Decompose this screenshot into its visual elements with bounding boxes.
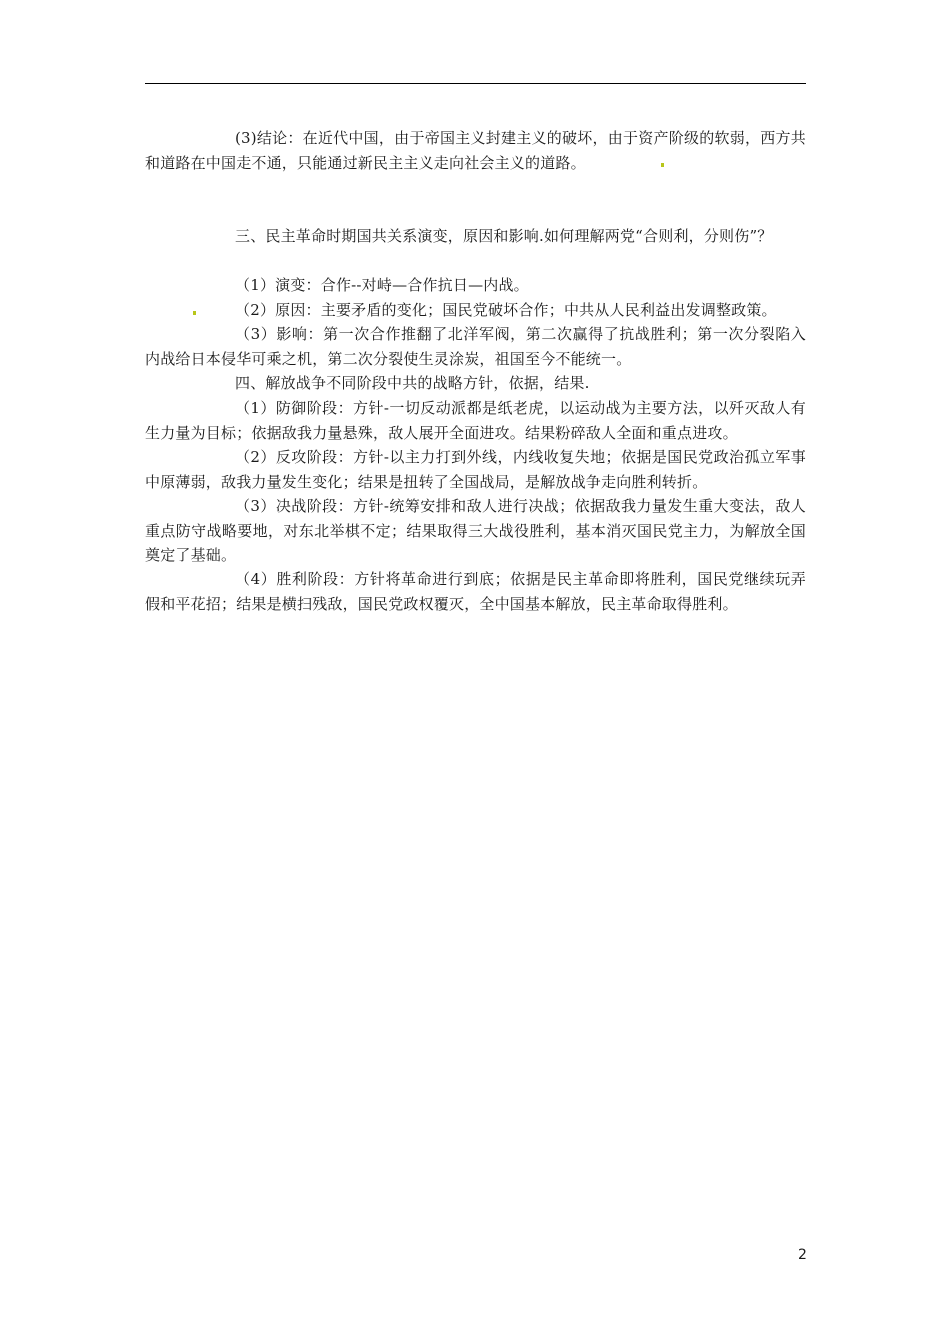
paragraph-decisive-stage: （3）决战阶段：方针-统筹安排和敌人进行决战；依据敌我力量发生重大变法，敌人重点防守战略要地，对东北举棋不定；结果取得三大战役胜利，基本消灭国民党主力，为解放全国奠定了基础。 xyxy=(145,497,806,564)
heading-section-three: 三、民主革命时期国共关系演变，原因和影响.如何理解两党“合则利，分则伤”？ xyxy=(235,227,773,245)
paragraph-evolution: （1）演变：合作--对峙—合作抗日—内战。 xyxy=(235,276,529,294)
paragraph-victory-stage: （4）胜利阶段：方针将革命进行到底；依据是民主革命即将胜利，国民党继续玩弄假和平花招；结果是横扫残敌，国民党政权覆灭，全中国基本解放，民主革命取得胜利。 xyxy=(145,570,806,613)
stray-mark xyxy=(661,163,664,167)
paragraph-causes: （2）原因：主要矛盾的变化；国民党破坏合作；中共从人民利益出发调整政策。 xyxy=(235,301,777,319)
heading-section-four: 四、解放战争不同阶段中共的战略方针，依据，结果. xyxy=(235,374,590,392)
header-rule xyxy=(145,83,806,84)
paragraph-counteroffensive-stage: （2）反攻阶段：方针-以主力打到外线，内线收复失地；依据是国民党政治孤立军事中原薄弱，敌我力量发生变化；结果是扭转了全国战局，是解放战争走向胜利转折。 xyxy=(145,448,806,491)
page-number: 2 xyxy=(798,1247,807,1263)
paragraph-conclusion: (3)结论：在近代中国，由于帝国主义封建主义的破坏，由于资产阶级的软弱，西方共和道路在中国走不通，只能通过新民主主义走向社会主义的道路。 xyxy=(145,129,806,172)
paragraph-impact: （3）影响：第一次合作推翻了北洋军阀，第二次赢得了抗战胜利；第一次分裂陷入内战给日本侵华可乘之机，第二次分裂使生灵涂炭，祖国至今不能统一。 xyxy=(145,325,806,368)
paragraph-defense-stage: （1）防御阶段：方针-一切反动派都是纸老虎，以运动战为主要方法，以歼灭敌人有生力量为目标；依据敌我力量悬殊，敌人展开全面进攻。结果粉碎敌人全面和重点进攻。 xyxy=(145,399,806,442)
